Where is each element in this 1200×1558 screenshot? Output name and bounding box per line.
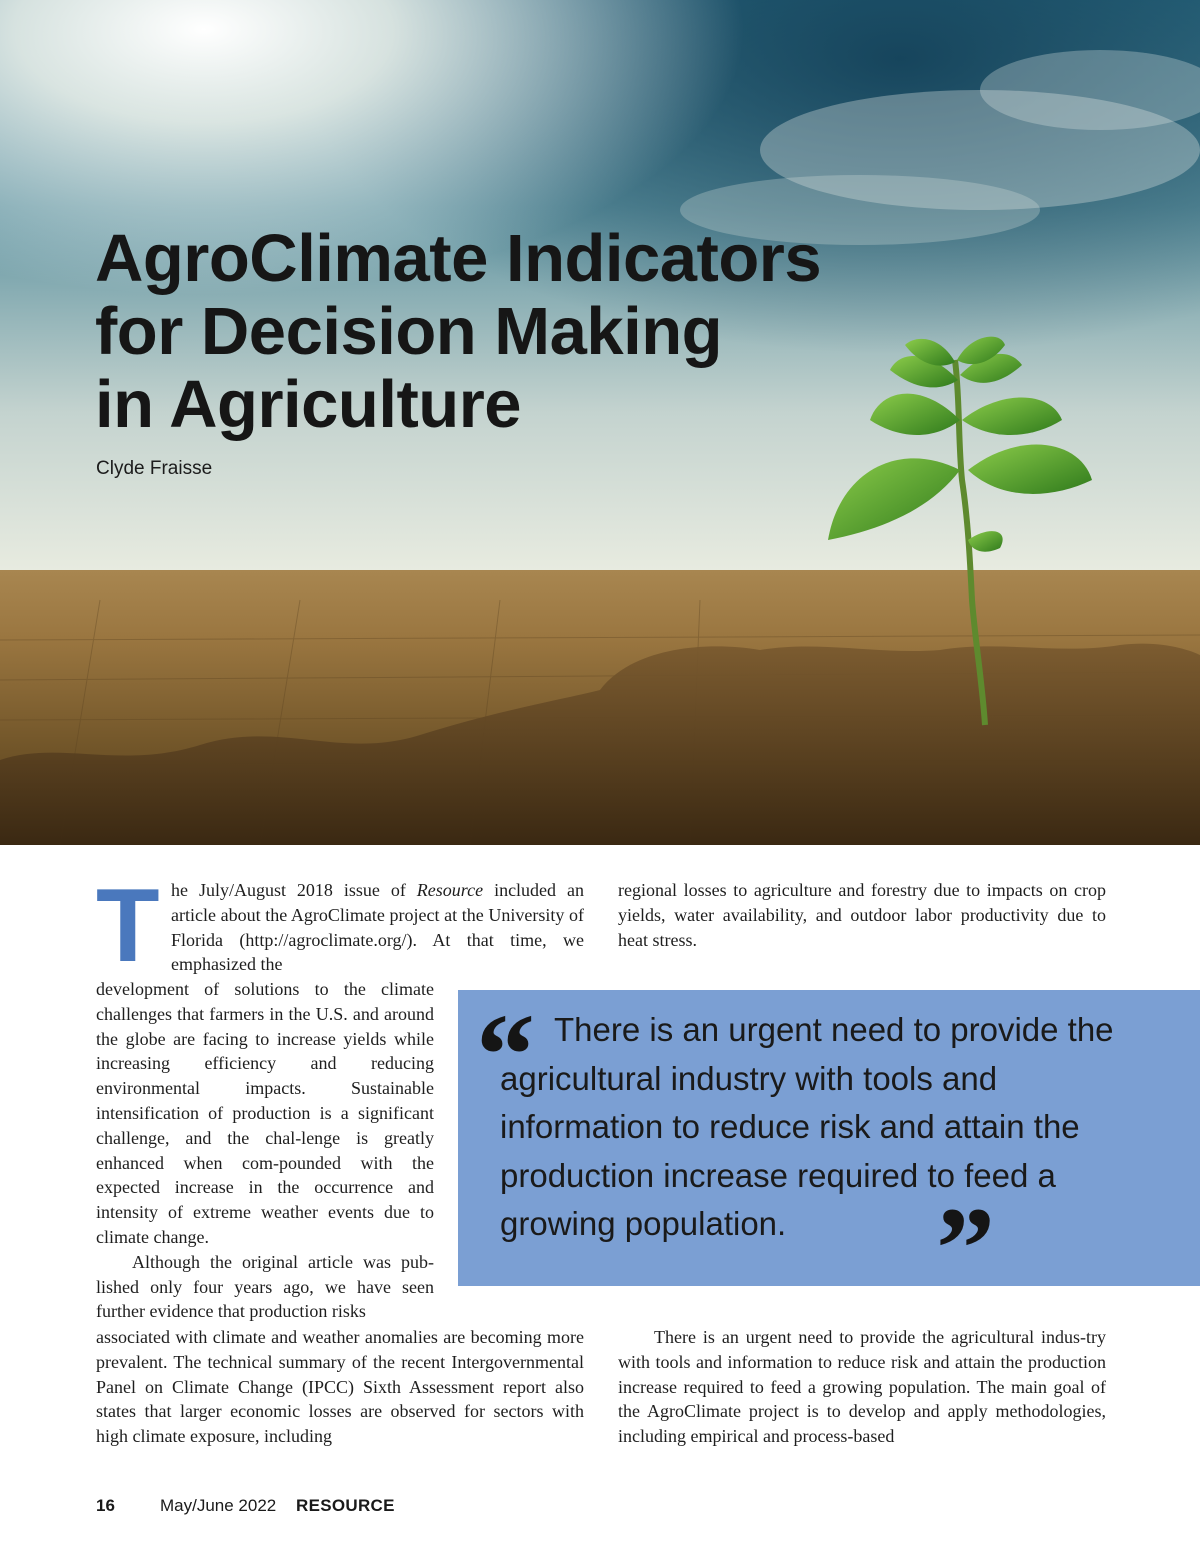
paragraph-2-end: regional losses to agriculture and forestry due to impacts on crop yields, water availability, and outdoor labor productivity due to heat stress. (618, 880, 1106, 950)
paragraph-2-start: Although the original article was pub-lished only four years ago, we have seen further evidence that production risks (96, 1251, 434, 1322)
title-line-2: for Decision Making (95, 294, 723, 369)
open-quote-icon: “ (476, 989, 535, 1120)
right-column-top (618, 878, 1106, 952)
dropcap-block (96, 868, 584, 984)
paragraph-2-continued: associated with climate and weather anomalies are becoming more prevalent. The technical summary of the recent Intergovernmental Panel on Climate Change (IPCC) Sixth Assessment report also states that larger economic losses are observed for sectors with high climate exposure, including (96, 1327, 584, 1447)
right-column-bottom (618, 1325, 1106, 1449)
pull-quote-box (458, 989, 1200, 1314)
left-column-narrow (96, 977, 434, 1324)
intro-paragraph-top (96, 868, 584, 984)
paragraph-3: There is an urgent need to provide the agricultural indus-try with tools and information to reduce risk and attain the production increase required to feed a growing population. The main goal of the AgroClimate project is to develop and apply methodologies, including empirical and process-based (618, 1327, 1106, 1447)
paragraph-1-continued: development of solutions to the climate challenges that farmers in the U.S. and around the globe are facing to increase yields while increasing efficiency and reducing environmental impacts. Sustainable intensification of production is a significant challenge, and the chal-lenge is greatly enhanced when com-pounded with the expected increase in the occurrence and intensity of extreme weather events due to climate change. (96, 979, 434, 1247)
magazine-name: RESOURCE (296, 1496, 395, 1515)
dropcap-letter: T (96, 868, 160, 984)
magazine-name-italic: Resource (416, 880, 484, 900)
intro-text-b: included an article about the AgroClimate project at the University of Florida (http://agroclimate.org/). At that time, we emphasized the (171, 880, 584, 975)
author-byline: Clyde Fraisse (96, 458, 213, 479)
close-quote-icon: ” (936, 1183, 995, 1314)
issue-date: May/June 2022 (160, 1496, 277, 1515)
page-number: 16 (96, 1496, 115, 1515)
article-title (95, 222, 955, 441)
title-line-3: in Agriculture (95, 367, 522, 442)
left-column-bottom (96, 1325, 584, 1449)
intro-text (171, 878, 584, 977)
title-line-1: AgroClimate Indicators (95, 221, 822, 296)
intro-text-a: he July/August 2018 issue of (171, 880, 417, 900)
pull-quote-text: There is an urgent need to provide the agricultural industry with tools and information to reduce risk and attain the production increase required to feed a growing population. (500, 1011, 1114, 1242)
